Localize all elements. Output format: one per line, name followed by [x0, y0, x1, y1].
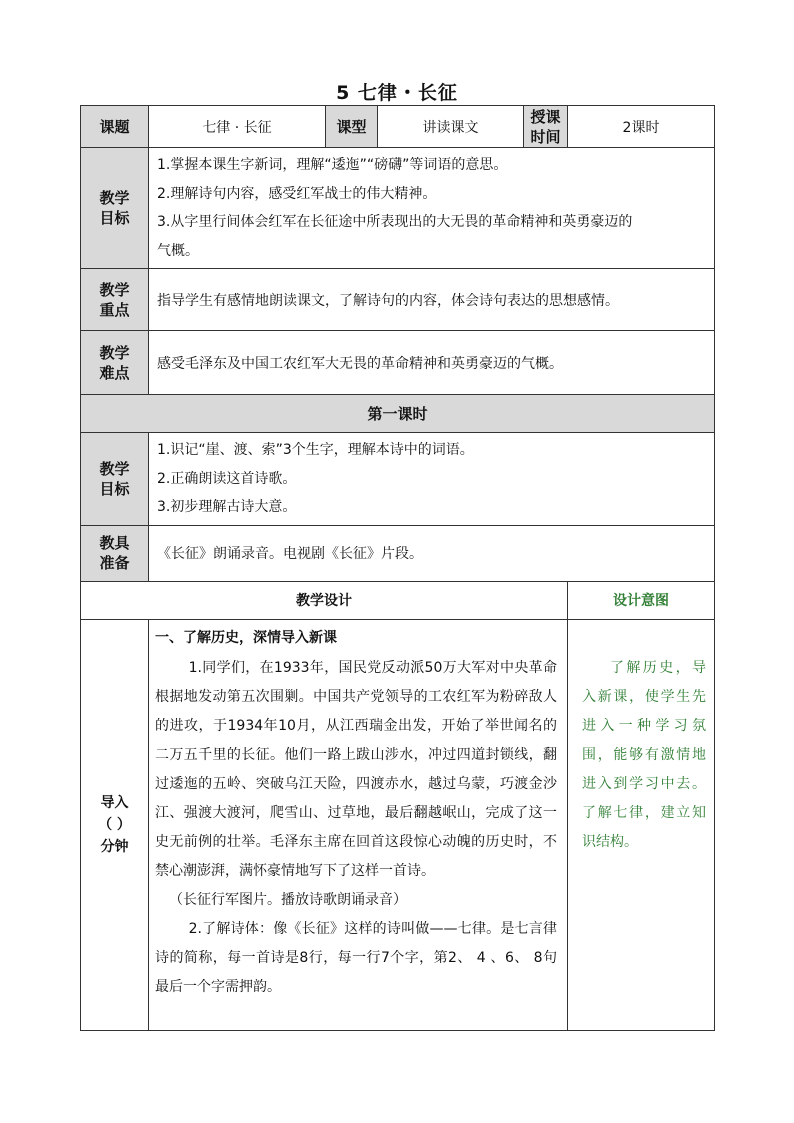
time-label-line2: 时间 — [530, 127, 561, 146]
lesson-goals-label-line1: 教学 — [99, 459, 130, 478]
lesson-goals — [149, 433, 715, 526]
tools: 《长征》朗诵录音。电视剧《长征》片段。 — [149, 525, 715, 581]
type-value: 讲读课文 — [378, 106, 524, 148]
goal-item: 3.从字里行间体会红军在长征途中所表现出的大无畏的革命精神和英勇豪迈的 — [157, 214, 633, 230]
intro-row — [81, 619, 715, 1030]
topic-label: 课题 — [81, 106, 149, 148]
intro-label-line3: 分钟 — [100, 838, 129, 855]
key-label-line2: 重点 — [99, 300, 130, 319]
lesson-goals-label — [81, 433, 149, 526]
design-header-row — [81, 581, 715, 619]
tools-row — [81, 525, 715, 581]
topic-value: 七律 · 长征 — [149, 106, 326, 148]
lesson-plan-table — [80, 105, 715, 1031]
key-label-line1: 教学 — [99, 280, 130, 299]
difficulty-label-line2: 难点 — [99, 363, 130, 382]
difficulty-row — [81, 331, 715, 395]
time-value: 2课时 — [568, 106, 715, 148]
intro-design — [149, 619, 568, 1030]
overall-goals — [149, 148, 715, 269]
goals-label — [81, 148, 149, 269]
goal-item: 3.初步理解古诗大意。 — [157, 499, 297, 515]
intent-header: 设计意图 — [568, 581, 715, 619]
goal-item: 1.识记“崖、渡、索”3个生字，理解本诗中的词语。 — [157, 442, 474, 458]
intro-note: （长征行军图片。播放诗歌朗诵录音） — [169, 891, 407, 908]
difficulty-label-line1: 教学 — [99, 343, 130, 362]
difficulty: 感受毛泽东及中国工农红军大无畏的革命精神和英勇豪迈的气概。 — [149, 331, 715, 395]
goals-label-line2: 目标 — [99, 209, 130, 227]
intro-label-line1: 导入 — [100, 794, 129, 811]
intro-label-duration: （ ） — [98, 816, 131, 833]
tools-label-line2: 准备 — [99, 554, 130, 572]
key-point-row — [81, 269, 715, 331]
goal-item: 2.理解诗句内容，感受红军战士的伟大精神。 — [157, 185, 437, 202]
lesson-goals-label-line2: 目标 — [99, 479, 130, 498]
goal-item: 气概。 — [157, 242, 199, 259]
type-label: 课型 — [326, 106, 378, 148]
tools-label — [81, 525, 149, 581]
lesson-heading-row — [81, 395, 715, 433]
header-row — [81, 106, 715, 148]
lesson-goals-row — [81, 433, 715, 526]
intro-paragraph-2: 2.了解诗体：像《长征》这样的诗叫做——七律。是七言律诗的简称，每一首诗是8行，每一行7个字，第2、 4 、6、 8句最后一个字需押韵。 — [155, 920, 557, 995]
intro-label — [81, 619, 149, 1030]
goal-item: 1.掌握本课生字新词，理解“逶迤”“磅礴”等词语的意思。 — [157, 157, 508, 173]
intro-paragraph-1: 1.同学们，在1933年，国民党反动派50万大军对中央革命根据地发动第五次围剿。中国共产党领导的工农红军为粉碎敌人的进攻，于1934年10月，从江西瑞金出发，开始了举世闻名的二万五千里的长征。他们一路上跋山涉水，冲过四道封锁线，翻过逶迤的五岭、突破乌江天险，四渡赤水，越过乌蒙，巧渡金沙江、强渡大渡河，爬雪山、过草地，最后翻越岷山，完成了这一史无前例的壮举。毛泽东主席在回首这段惊心动魄的历史时，不禁心潮澎湃，满怀豪情地写下了这样一首诗。 — [155, 659, 557, 879]
key-point: 指导学生有感情地朗读课文，了解诗句的内容，体会诗句表达的思想感情。 — [149, 269, 715, 331]
overall-goals-row — [81, 148, 715, 269]
time-label — [524, 106, 568, 148]
difficulty-label — [81, 331, 149, 395]
time-label-line1: 授课 — [530, 107, 561, 126]
goal-item: 2.正确朗读这首诗歌。 — [157, 470, 297, 487]
goals-label-line1: 教学 — [99, 189, 130, 207]
key-label — [81, 269, 149, 331]
page-title: 5 七律・长征 — [336, 82, 458, 104]
intro-intent — [568, 619, 715, 1030]
tools-label-line1: 教具 — [99, 534, 130, 552]
section-title: 一、了解历史，深情导入新课 — [155, 629, 337, 646]
intent-text: 了解历史，导入新课，使学生先进入一种学习氛围，能够有激情地进入到学习中去。了解七律，建立知识结构。 — [582, 659, 706, 850]
lesson-heading: 第一课时 — [81, 395, 715, 433]
design-header: 教学设计 — [81, 581, 568, 619]
